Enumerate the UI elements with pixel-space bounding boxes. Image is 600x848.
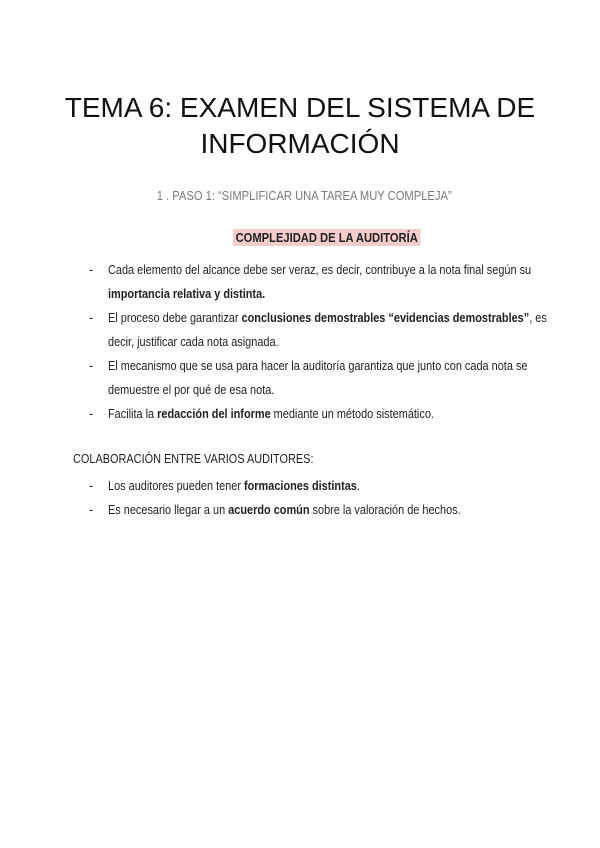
item-bold: importancia relativa y distinta. — [108, 286, 266, 301]
list-item: - El mecanismo que se usa para hacer la auditoría garantiza que junto con cada nota se demuestre el por qué de esa nota. — [108, 354, 600, 402]
bullet-dash: - — [89, 502, 94, 517]
bullet-dash: - — [89, 478, 94, 493]
item-bold: acuerdo común — [228, 502, 310, 517]
list-item: - El proceso debe garantizar conclusiones demostrables “evidencias demostrables”, es decir, justificar cada nota asignada. — [108, 306, 600, 354]
bullet-dash: - — [89, 358, 94, 373]
list-item — [89, 498, 528, 522]
section-subtitle: 1 . PASO 1: “SIMPLIFICAR UNA TAREA MUY COMPLEJA” — [156, 188, 452, 203]
item-text: El mecanismo que se usa para hacer la auditoría garantiza que junto con cada nota se — [108, 358, 528, 373]
list-item — [89, 402, 600, 426]
item-text: Cada elemento del alcance debe ser veraz, es decir, contribuye a la nota final según su — [108, 262, 532, 277]
list-item — [89, 258, 600, 306]
collaboration-heading: COLABORACIÓN ENTRE VARIOS AUDITORES: — [73, 451, 314, 466]
bullet-dash: - — [89, 406, 94, 421]
item-text: Facilita la redacción del informe mediante un método sistemático. — [108, 406, 434, 421]
collaboration-list — [89, 474, 528, 522]
list-item — [89, 474, 528, 498]
bullet-dash: - — [89, 262, 94, 277]
page-title — [0, 90, 600, 162]
bullet-dash: - — [89, 310, 94, 325]
item-text: Los auditores pueden tener formaciones distintas. — [108, 478, 360, 493]
complexity-list — [89, 258, 600, 426]
item-bold: conclusiones demostrables “evidencias demostrables” — [241, 310, 530, 325]
complexity-heading: COMPLEJIDAD DE LA AUDITORÍA — [233, 229, 420, 246]
item-bold: redacción del informe — [157, 406, 271, 421]
title-line-2: INFORMACIÓN — [200, 128, 400, 159]
item-text: Es necesario llegar a un acuerdo común sobre la valoración de hechos. — [108, 502, 461, 517]
title-line-1: TEMA 6: EXAMEN DEL SISTEMA DE — [64, 92, 536, 123]
item-bold: formaciones distintas — [244, 478, 357, 493]
item-text: El proceso debe garantizar conclusiones demostrables “evidencias demostrables”, es — [108, 310, 547, 325]
